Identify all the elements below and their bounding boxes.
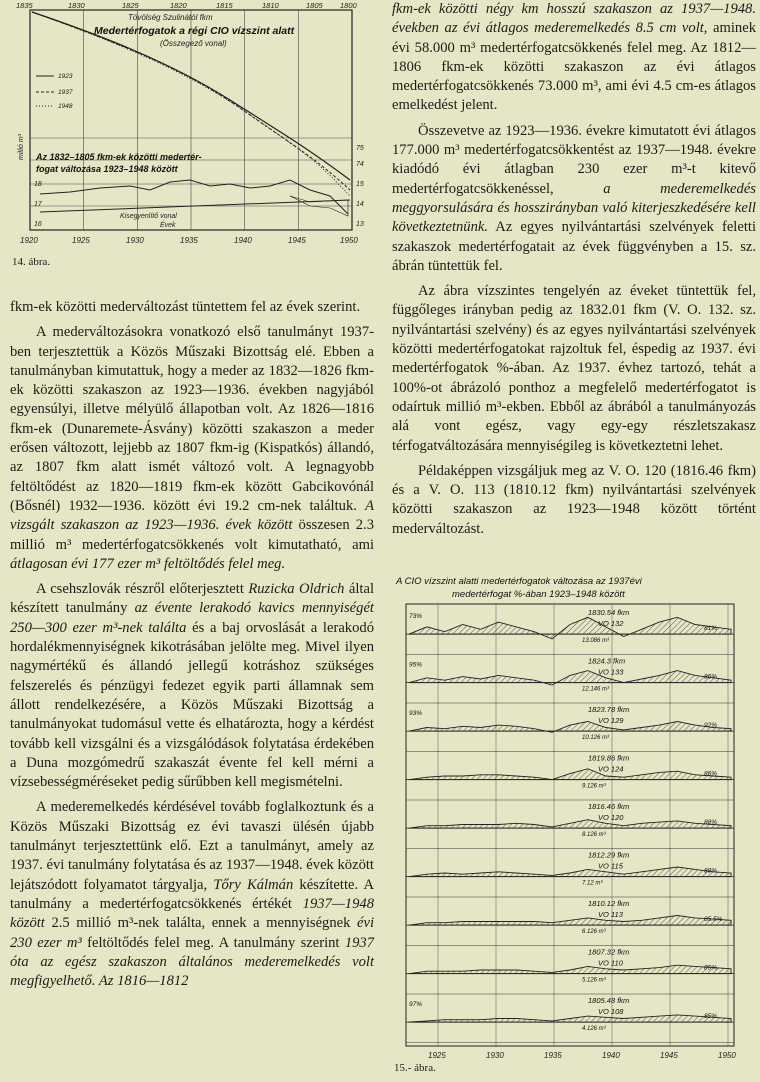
fig15-panel-fkm: 1807.32 fkm — [588, 947, 630, 957]
fig15-panel-right-pct: 81% — [704, 625, 718, 633]
author-name: Ruzicka Oldrich — [248, 581, 345, 598]
fig15-panel-vo: VO 110 — [598, 958, 623, 968]
fig15-panel-fkm: 1823.78 fkm — [588, 705, 630, 714]
fig14-top-label: 1830 — [68, 1, 85, 10]
fig14-x-label: 1940 — [234, 236, 252, 245]
fig14-legend-1937: 1937 — [58, 89, 73, 96]
fig15-x-label: 1935 — [544, 1051, 562, 1060]
fig14-lower-title: fogat változása 1923–1948 között — [36, 164, 178, 174]
fig15-panel-left-pct: 95% — [409, 661, 423, 669]
fig14-subtitle: (Összegező vonal) — [160, 39, 227, 48]
fig15-panel-right-pct: 85% — [704, 1013, 718, 1021]
fig14-x-label: 1950 — [340, 236, 358, 245]
figure-14-chart — [10, 0, 374, 256]
text-span: A mederváltozásokra vonatkozó első tanulmányt 1937-ben terjesztettük a Közös Műszaki Bizottság elé. Ebben a tanulmányban kimutattuk, hogy a meder az 1832—1826 fkm-ek közötti szakaszon az 1923—1936. években nagyjából egyensúlyi, illetve mélyülő állapotban volt. Az 1826—1816 fkm-ek (Dunaremete-Ásvány) közötti szakaszon a meder erősen változott, lejjebb az 1807 fkm-ig (Kispatkós) állandó, az 1807 fkm alatt ismét változó volt. A legnagyobb feltöltődést az 1820—1819 fkm-ek között Gabcikovónál (Bősnél) 1932—1936. között évi 19.2 cm-nek találtuk. — [10, 324, 374, 514]
emphasis: 1937—1948 között — [10, 895, 374, 932]
fig15-hatched-area — [409, 722, 731, 733]
paragraph — [392, 122, 756, 276]
fig14-right-tick: 74 — [356, 161, 364, 168]
fig14-left-tick: 18 — [34, 181, 42, 188]
fig15-panel-fkm: 1812.29 fkm — [588, 850, 630, 860]
fig15-hatched-area — [409, 1015, 731, 1022]
text-span: készítette. A tanulmány a medertérfogatcsökkenés értékét — [10, 876, 375, 912]
fig15-panel-fkm: 1824.3 fkm — [588, 656, 626, 666]
emphasis: fkm-ek közötti négy km hosszú szakaszon az 1937—1948. években az évi átlagos mederemelkedés 8.5 cm volt, — [392, 1, 756, 37]
text-span: és a baj orvoslását a lerakodó hordalékmennyiségnek kikotrásában jelölte meg. Mivel ilyen nagymértékű és állandó jellegű kotráshoz szükséges felszerelés és pénzügyi fedezet egyik parti államnak sem állott rendelkezésére, a Közös Műszaki Bizottság a tanulmányokat tudomásul vette és elhatározta, hogy a kérdést tovább kell vizsgálni és a vizsgálódások folytatása érdekében a Duna mozgómedrű szakaszát évente fel kell mérni a vízsebességméréseket pedig sűrűbben kell megismételni. — [10, 619, 374, 791]
fig15-hatched-area — [409, 671, 731, 685]
fig15-panel-fkm: 1830.54 fkm — [588, 608, 630, 617]
fig15-panel — [406, 657, 734, 704]
text-span: összesen 2.3 millió m³ medertérfogatcsökkenés volt kimutatható, ami — [10, 517, 374, 553]
paragraph: Az ábra vízszintes tengelyén az éveket tüntettük fel, függőleges irányban pedig az 1832.01 fkm (V. O. 132. sz. nyilvántartási szelvény) és az egyes nyilvántartási szelvények közötti medertérfogatokat rajzoltuk fel, éspedig az 1937. évi medertérfogatok %-ában. Az 1937. évhez tartozó, tehát a 100%-ot ábrázoló ponthoz a megfelelő medertérfogatot is odaírtuk millió m³-ekben. Ebből az ábrából a tanulmányozás alá vont egész, vagy egy-egy részletszakasz térfogatváltozására mennyiségileg is következtetni lehet. — [392, 283, 756, 454]
emphasis: átlagosan évi 177 ezer m³ feltöltődés felel meg. — [10, 555, 286, 572]
left-text — [10, 298, 374, 991]
fig14-legend-1948: 1948 — [58, 103, 73, 110]
paragraph — [10, 580, 374, 792]
fig15-panel-volume: 13.086 m³ — [582, 638, 610, 645]
fig14-x-label: 1920 — [20, 236, 38, 245]
fig15-title: medertérfogat %-ában 1923–1948 között — [452, 589, 625, 600]
emphasis: a mederemelkedés meggyorsulására és hosszirányban való kiterjeszkedésére kell következtetnünk. — [392, 180, 756, 236]
fig14-lower-curve — [40, 180, 348, 214]
fig15-x-label: 1930 — [486, 1051, 504, 1060]
figure-15-chart — [392, 570, 756, 1062]
fig15-panel-vo: VO 132 — [598, 619, 624, 628]
fig15-panel — [406, 705, 734, 752]
fig15-panel-left-pct: 97% — [409, 1001, 423, 1008]
fig15-panel-right-pct: 88% — [704, 867, 718, 875]
fig15-panel-right-pct: 85.5% — [704, 916, 723, 924]
text-span: Összevetve az 1923—1936. évekre kimutatott évi átlagos 177.000 m³ medertérfogatcsökkentést az 1937—1948. évekre kiadódó évi átlagban 230 ezer m³-t kitevő medertérfogatcsökkenéssel, — [392, 122, 756, 197]
fig14-years-label: Évek — [160, 222, 176, 229]
fig15-panel-right-pct: 85% — [704, 964, 718, 972]
fig15-panel-fkm: 1805.48 fkm — [588, 996, 630, 1005]
fig15-panel — [406, 996, 734, 1043]
emphasis: A vizsgált szakaszon az 1923—1936. évek között — [10, 497, 374, 534]
fig15-panel-right-pct: 86% — [704, 770, 718, 778]
emphasis: az évente lerakodó kavics mennyiségét 250—300 ezer m³-nek találta — [10, 600, 374, 636]
figure-15-caption: 15.- ábra. — [394, 1062, 436, 1074]
fig15-panel-vo: VO 129 — [598, 716, 624, 725]
fig14-legend-1923: 1923 — [58, 73, 73, 80]
fig14-top-label: 1815 — [216, 1, 233, 10]
fig15-panel-volume: 6.126 m³ — [582, 929, 606, 936]
emphasis: 1937 óta az egész szakaszon általános mederemelkedés volt megfigyelhető. Az 1816—1812 — [10, 934, 374, 990]
fig15-x-label: 1940 — [602, 1051, 620, 1060]
fig15-panel-volume: 8.126 m³ — [582, 832, 606, 839]
fig15-panel-volume: 10.126 m³ — [582, 735, 610, 742]
fig14-x-label: 1945 — [288, 236, 306, 245]
fig14-x-label: 1925 — [72, 236, 90, 245]
fig14-top-label: 1800 — [340, 1, 357, 10]
text-span: A csehszlovák részről előterjesztett — [36, 581, 244, 598]
fig15-title: A CIO vízszint alatti medertérfogatok változása az 1937évi — [396, 576, 642, 587]
text-span: aminek évi 58.000 m³ medertérfogatcsökkenés felel meg. Az 1812—1806 fkm-ek közötti szakaszon az évi átlagos medertérfogatcsökkenés 73.000 m³, ami évi 4.5 cm-es átlagos emelkedést jelent. — [392, 20, 756, 114]
figure-15 — [392, 570, 756, 1070]
paragraph: fkm-ek közötti mederváltozást tüntettem fel az évek szerint. — [10, 299, 361, 315]
fig15-panels — [406, 608, 734, 1043]
paragraph: Példaképpen vizsgáljuk meg az V. O. 120 (1816.46 fkm) és a V. O. 113 (1810.12 fkm) nyilvántartási szelvények közötti szakaszon az 1923—1948 között történt mederváltozást. — [392, 462, 756, 537]
fig15-panel-fkm: 1819.86 fkm — [588, 753, 630, 763]
fig14-x-label: 1935 — [180, 236, 198, 245]
right-text — [392, 0, 756, 539]
fig15-panel-right-pct: 88% — [704, 819, 718, 827]
fig14-top-label: 1820 — [170, 1, 187, 10]
fig15-hatched-area — [409, 617, 731, 639]
fig15-x-label: 1950 — [718, 1051, 736, 1060]
emphasis: évi 230 ezer m³ — [10, 915, 375, 951]
fig14-x-label: 1930 — [126, 236, 144, 245]
fig15-x-label: 1925 — [428, 1051, 446, 1060]
fig15-panel-volume: 9.126 m³ — [582, 783, 606, 790]
fig15-hatched-area — [409, 867, 731, 877]
figure-14 — [10, 0, 374, 262]
fig14-lower-title: Az 1832–1805 fkm-ek közötti medertér- — [36, 152, 202, 162]
fig15-panel-volume: 7.12 m³ — [582, 880, 603, 887]
fig15-panel-vo: VO 124 — [598, 764, 624, 774]
fig14-right-tick: 75 — [356, 145, 364, 152]
fig14-right-tick: 15 — [356, 181, 364, 188]
fig14-left-tick: 17 — [34, 201, 42, 208]
fig14-header: Tövölség Szulinától fkm — [128, 13, 213, 22]
text-span: által készített tanulmány — [10, 581, 374, 617]
author-name: Tőry Kálmán — [213, 876, 294, 893]
text-span: A mederemelkedés kérdésével tovább foglalkoztunk és a Közös Műszaki Bizottság ez évi tavaszi ülésén újabb tanulmányt terjesztettünk elő. Ezt a tanulmányt, amely az 1937. évi tanulmány folytatása és az 1937—1948. évek között lejátszódott folyamatot tárgyalja, — [10, 799, 374, 893]
paragraph — [10, 323, 374, 574]
fig15-panel-volume: 4.126 m³ — [582, 1026, 606, 1033]
fig15-panel-vo: VO 115 — [598, 861, 623, 871]
fig15-panel-left-pct: 93% — [409, 710, 423, 717]
fig15-panel — [406, 851, 734, 898]
fig14-left-tick: 16 — [34, 221, 42, 228]
fig14-right-tick: 13 — [356, 221, 364, 228]
fig14-right-tick: 14 — [356, 201, 364, 208]
fig14-y-label: millió m³ — [18, 133, 25, 160]
fig15-panel-vo: VO 113 — [598, 910, 623, 919]
figure-14-caption: 14. ábra. — [12, 256, 51, 268]
fig14-top-label: 1825 — [122, 1, 139, 10]
text-span: Az egyes nyilvántartási szelvények feletti szakaszok medertérfogatait az évek függvényben a 15. sz. ábrán tüntettük fel. — [392, 219, 757, 274]
fig14-title: Medertérfogatok a régi CIO vízszint alatt — [94, 25, 295, 37]
fig15-panel — [406, 608, 734, 655]
text-span: feltöltődés felel meg. A tanulmány szerint — [87, 934, 340, 951]
fig15-x-label: 1945 — [660, 1051, 678, 1060]
fig15-hatched-area — [409, 916, 731, 926]
paragraph — [392, 0, 756, 116]
fig15-panel-volume: 5.126 m³ — [582, 977, 606, 984]
fig15-panel — [406, 948, 734, 995]
fig14-balance-label: Kisegyenlítő vonal — [120, 213, 177, 220]
fig15-panel-vo: VO 108 — [598, 1007, 624, 1016]
fig15-panel — [406, 899, 734, 946]
fig15-panel-right-pct: 86% — [704, 673, 718, 681]
fig15-panel-vo: VO 133 — [598, 667, 624, 677]
fig15-hatched-area — [409, 965, 731, 973]
fig15-panel-left-pct: 73% — [409, 613, 423, 620]
fig15-panel — [406, 754, 734, 801]
fig15-panel-right-pct: 92% — [704, 722, 718, 730]
fig15-panel-volume: 12.146 m³ — [582, 686, 610, 693]
fig14-top-label: 1805 — [306, 1, 323, 10]
fig15-hatched-area — [409, 769, 731, 780]
fig15-panel-fkm: 1816.46 fkm — [588, 802, 630, 811]
fig15-panel-fkm: 1810.12 fkm — [588, 899, 630, 908]
fig15-panel — [406, 802, 734, 849]
fig15-hatched-area — [409, 820, 731, 828]
fig14-top-label: 1810 — [262, 1, 279, 10]
text-span: 2.5 millió m³-nek találta, ennek a mennyiségnek — [51, 915, 351, 932]
paragraph — [10, 798, 374, 991]
fig14-top-label: 1835 — [16, 1, 33, 10]
fig15-panel-vo: VO 120 — [598, 813, 624, 822]
